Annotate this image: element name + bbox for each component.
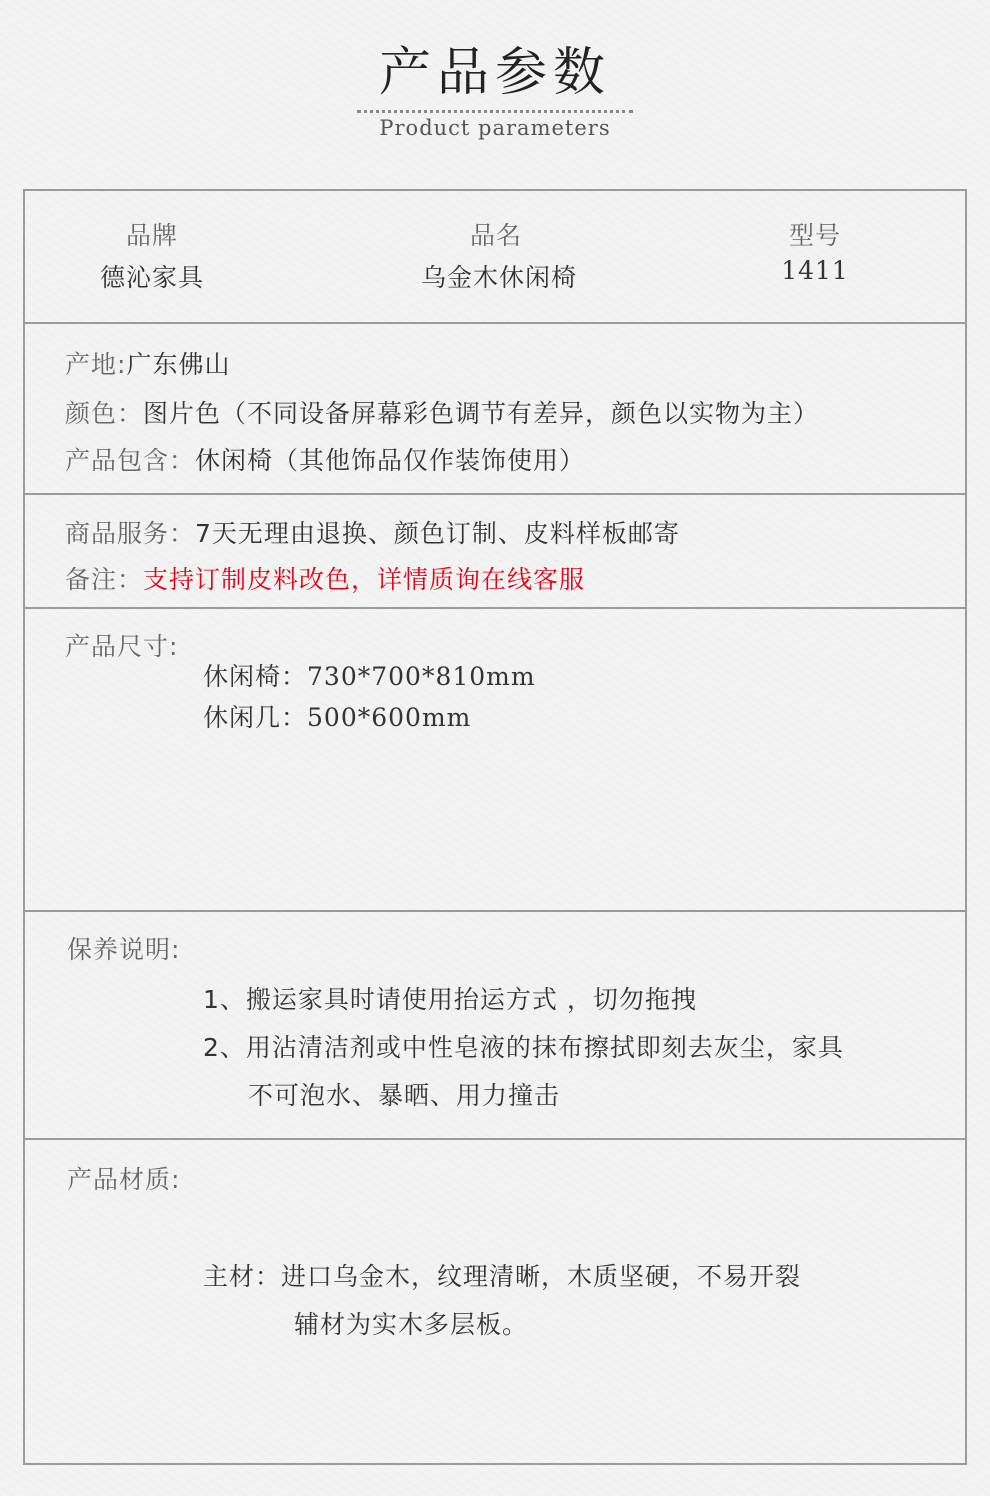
care-item-1: 1、搬运家具时请使用抬运方式 ，切勿拖拽	[203, 985, 697, 1014]
row-divider	[23, 607, 967, 609]
origin-label: 产地:	[65, 350, 127, 379]
size-item-name: 休闲椅：	[203, 662, 308, 691]
brand-label: 品牌	[125, 221, 178, 250]
color-label: 颜色：	[65, 399, 144, 428]
name-value: 乌金木休闲椅	[420, 263, 577, 292]
service-row	[65, 514, 680, 550]
size-item-value: 730*700*810mm	[307, 662, 536, 691]
brand-value: 德沁家具	[99, 263, 204, 292]
origin-row	[65, 345, 230, 381]
color-value: 图片色（不同设备屏幕彩色调节有差异，颜色以实物为主）	[143, 399, 820, 428]
note-value: 支持订制皮料改色，详情质询在线客服	[143, 565, 586, 594]
name-label: 品名	[469, 221, 522, 250]
size-item-table	[203, 698, 471, 734]
care-item-2: 2、用沾清洁剂或中性皂液的抹布擦拭即刻去灰尘，家具	[203, 1033, 844, 1062]
service-value: 7天无理由退换、颜色订制、皮料样板邮寄	[195, 519, 680, 548]
material-label: 产品材质:	[67, 1165, 181, 1194]
size-item-value: 500*600mm	[307, 703, 472, 732]
row-divider	[23, 1138, 967, 1140]
contents-label: 产品包含：	[65, 446, 196, 475]
model-label: 型号	[788, 221, 841, 250]
size-label: 产品尺寸:	[65, 632, 179, 661]
row-divider	[23, 322, 967, 324]
row-divider	[23, 493, 967, 495]
contents-value: 休闲椅（其他饰品仅作装饰使用）	[195, 446, 586, 475]
note-row	[65, 560, 585, 596]
note-label: 备注：	[65, 565, 144, 594]
service-label: 商品服务：	[65, 519, 196, 548]
title-divider	[357, 110, 633, 113]
contents-row	[65, 441, 585, 477]
model-value: 1411	[781, 256, 849, 285]
care-item-2-continued: 不可泡水、暴晒、用力撞击	[248, 1081, 561, 1110]
material-main: 主材：进口乌金木，纹理清晰，木质坚硬，不易开裂	[203, 1262, 802, 1291]
size-item-chair	[203, 657, 536, 693]
material-secondary: 辅材为实木多层板。	[294, 1310, 529, 1339]
size-item-name: 休闲几：	[203, 703, 308, 732]
page-subtitle: Product parameters	[379, 116, 611, 140]
row-divider	[23, 910, 967, 912]
page-title: 产品参数	[378, 43, 611, 103]
care-label: 保养说明:	[67, 935, 181, 964]
origin-value: 广东佛山	[126, 350, 231, 379]
color-row	[65, 394, 819, 430]
